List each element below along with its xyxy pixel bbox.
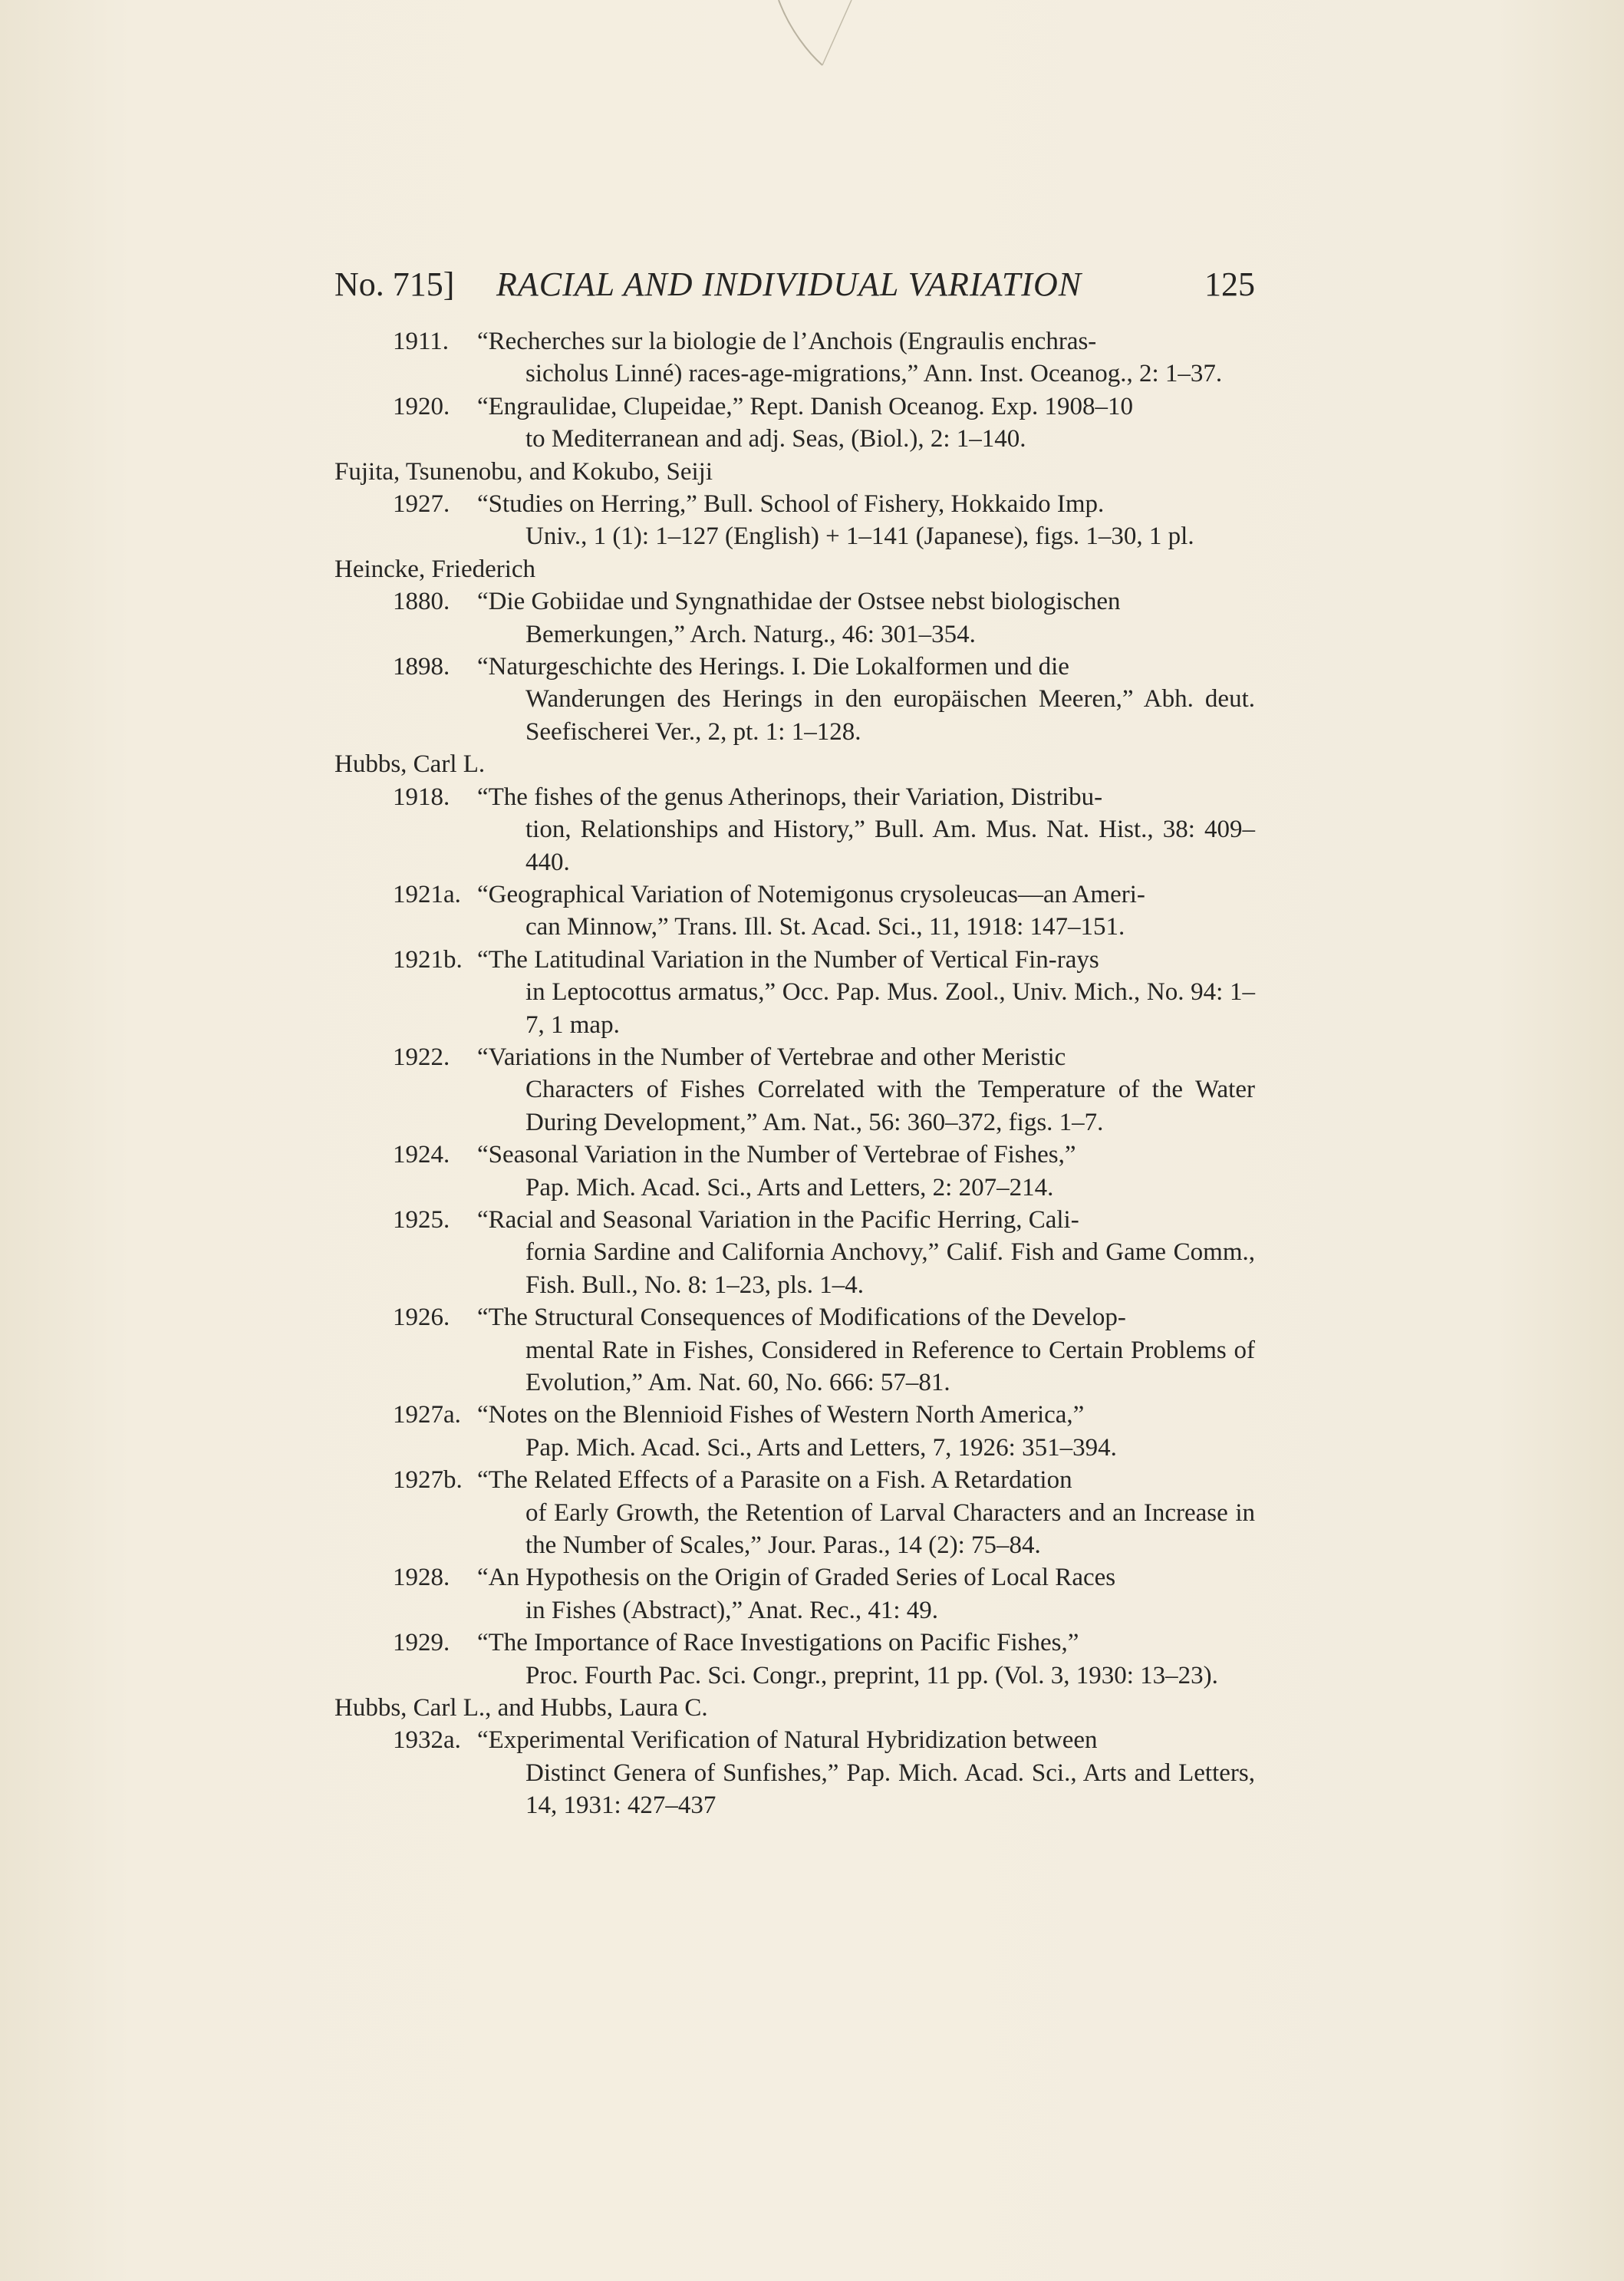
reference-year: 1880. <box>393 588 450 616</box>
reference-year: 1920. <box>393 392 450 420</box>
reference-text-first-line: “Seasonal Variation in the Number of Vertebrae of Fishes,” <box>477 1141 1076 1169</box>
reference-entry <box>334 1464 1255 1561</box>
reference-text-continuation: sicholus Linné) races-age-migrations,” Ann. Inst. Oceanog., 2: 1–37. <box>525 360 1223 388</box>
reference-text-first-line: “Engraulidae, Clupeidae,” Rept. Danish Oceanog. Exp. 1908–10 <box>477 392 1134 420</box>
reference-year: 1932a. <box>393 1726 461 1755</box>
reference-year: 1921a. <box>393 880 461 908</box>
reference-entry <box>334 585 1255 651</box>
reference-text-first-line: “The Related Effects of a Parasite on a Fish. A Retardation <box>477 1466 1072 1495</box>
reference-year: 1925. <box>393 1205 450 1234</box>
reference-entry <box>334 781 1255 878</box>
paper-fold-mark <box>775 0 867 69</box>
reference-author: Hubbs, Carl L., and Hubbs, Laura C. <box>334 1694 708 1722</box>
reference-year: 1918. <box>393 783 450 811</box>
reference-text-first-line: “Recherches sur la biologie de l’Anchois (Engraulis enchras- <box>477 328 1097 355</box>
reference-author: Heincke, Friederich <box>334 555 536 583</box>
reference-entry <box>334 488 1255 553</box>
reference-text-first-line: “Studies on Herring,” Bull. School of Fishery, Hokkaido Imp. <box>477 490 1105 519</box>
reference-year: 1927b. <box>393 1466 463 1495</box>
reference-entry <box>334 1204 1255 1301</box>
reference-entry <box>334 1724 1255 1821</box>
reference-text-first-line: “Notes on the Blennioid Fishes of Western North America,” <box>477 1401 1085 1429</box>
reference-list <box>334 325 1255 1822</box>
reference-text-continuation: Wanderungen des Herings in den europäischen Meeren,” Abh. deut. Seefischerei Ver., 2, pt. 1: 1–128. <box>525 685 1255 746</box>
reference-entry <box>334 1301 1255 1399</box>
reference-text-continuation: can Minnow,” Trans. Ill. St. Acad. Sci., 11, 1918: 147–151. <box>525 913 1125 941</box>
page-number: 125 <box>1204 265 1255 303</box>
reference-text-continuation: Pap. Mich. Acad. Sci., Arts and Letters, 7, 1926: 351–394. <box>525 1433 1117 1462</box>
reference-entry <box>334 1041 1255 1139</box>
reference-entry <box>334 1139 1255 1204</box>
reference-text-continuation: tion, Relationships and History,” Bull. Am. Mus. Nat. Hist., 38: 409–440. <box>525 816 1255 876</box>
reference-year: 1927a. <box>393 1401 461 1429</box>
reference-text-continuation: fornia Sardine and California Anchovy,” Calif. Fish and Game Comm., Fish. Bull., No. 8: 1–23, pls. 1–4. <box>525 1238 1255 1299</box>
reference-text-first-line: “The Structural Consequences of Modifications of the Develop- <box>477 1304 1126 1332</box>
reference-entry <box>334 1627 1255 1692</box>
running-title: RACIAL AND INDIVIDUAL VARIATION <box>496 265 1082 303</box>
reference-text-continuation: in Leptocottus armatus,” Occ. Pap. Mus. Zool., Univ. Mich., No. 94: 1–7, 1 map. <box>525 978 1255 1039</box>
reference-text-continuation: Pap. Mich. Acad. Sci., Arts and Letters, 2: 207–214. <box>525 1173 1054 1201</box>
reference-text-continuation: Bemerkungen,” Arch. Naturg., 46: 301–354. <box>525 620 976 648</box>
reference-entry <box>334 1399 1255 1464</box>
running-header <box>334 261 1255 308</box>
reference-entry <box>334 878 1255 944</box>
reference-year: 1911. <box>393 328 450 355</box>
reference-author: Fujita, Tsunenobu, and Kokubo, Seiji <box>334 457 713 486</box>
reference-text-continuation: in Fishes (Abstract),” Anat. Rec., 41: 49. <box>525 1596 938 1624</box>
page-content <box>334 261 1255 1822</box>
reference-text-first-line: “Geographical Variation of Notemigonus crysoleucas—an Ameri- <box>477 880 1145 908</box>
reference-text-continuation: to Mediterranean and adj. Seas, (Biol.), 2: 1–140. <box>525 425 1026 453</box>
reference-year: 1929. <box>393 1629 450 1657</box>
reference-entry <box>334 391 1255 456</box>
reference-year: 1928. <box>393 1564 450 1592</box>
reference-text-first-line: “Die Gobiidae und Syngnathidae der Ostsee nebst biologischen <box>477 588 1121 616</box>
reference-text-first-line: “The Importance of Race Investigations on Pacific Fishes,” <box>477 1629 1079 1657</box>
reference-text-continuation: Proc. Fourth Pac. Sci. Congr., preprint, 11 pp. (Vol. 3, 1930: 13–23). <box>525 1661 1218 1689</box>
reference-text-first-line: “Racial and Seasonal Variation in the Pacific Herring, Cali- <box>477 1205 1079 1234</box>
reference-author: Hubbs, Carl L. <box>334 750 486 779</box>
reference-year: 1898. <box>393 653 450 681</box>
reference-text-continuation: of Early Growth, the Retention of Larval Characters and an Increase in the Number of Scales,” Jour. Paras., 14 (2): 75–84. <box>525 1498 1255 1560</box>
reference-text-first-line: “Variations in the Number of Vertebrae and other Meristic <box>477 1043 1066 1071</box>
reference-text-continuation: Characters of Fishes Correlated with the Temperature of the Water During Development,” Am. Nat., 56: 360–372, figs. 1–7. <box>525 1076 1255 1136</box>
reference-entry <box>334 651 1255 748</box>
reference-text-continuation: Univ., 1 (1): 1–127 (English) + 1–141 (Japanese), figs. 1–30, 1 pl. <box>525 522 1194 551</box>
reference-year: 1927. <box>393 490 450 519</box>
reference-year: 1926. <box>393 1304 450 1332</box>
reference-text-continuation: mental Rate in Fishes, Considered in Reference to Certain Problems of Evolution,” Am. Nat. 60, No. 666: 57–81. <box>525 1336 1255 1396</box>
reference-text-first-line: “Naturgeschichte des Herings. I. Die Lokalformen und die <box>477 653 1069 681</box>
reference-text-first-line: “An Hypothesis on the Origin of Graded Series of Local Races <box>477 1564 1116 1592</box>
reference-text-first-line: “The fishes of the genus Atherinops, their Variation, Distribu- <box>477 783 1103 811</box>
reference-year: 1922. <box>393 1043 450 1071</box>
reference-text-continuation: Distinct Genera of Sunfishes,” Pap. Mich. Acad. Sci., Arts and Letters, 14, 1931: 427–437 <box>525 1759 1255 1820</box>
reference-text-first-line: “Experimental Verification of Natural Hybridization between <box>477 1726 1098 1755</box>
reference-entry <box>334 325 1255 391</box>
reference-year: 1924. <box>393 1141 450 1169</box>
issue-number: No. 715] <box>334 265 455 303</box>
reference-text-first-line: “The Latitudinal Variation in the Number of Vertical Fin-rays <box>477 945 1099 974</box>
reference-entry <box>334 944 1255 1041</box>
reference-year: 1921b. <box>393 945 463 974</box>
reference-entry <box>334 1561 1255 1627</box>
